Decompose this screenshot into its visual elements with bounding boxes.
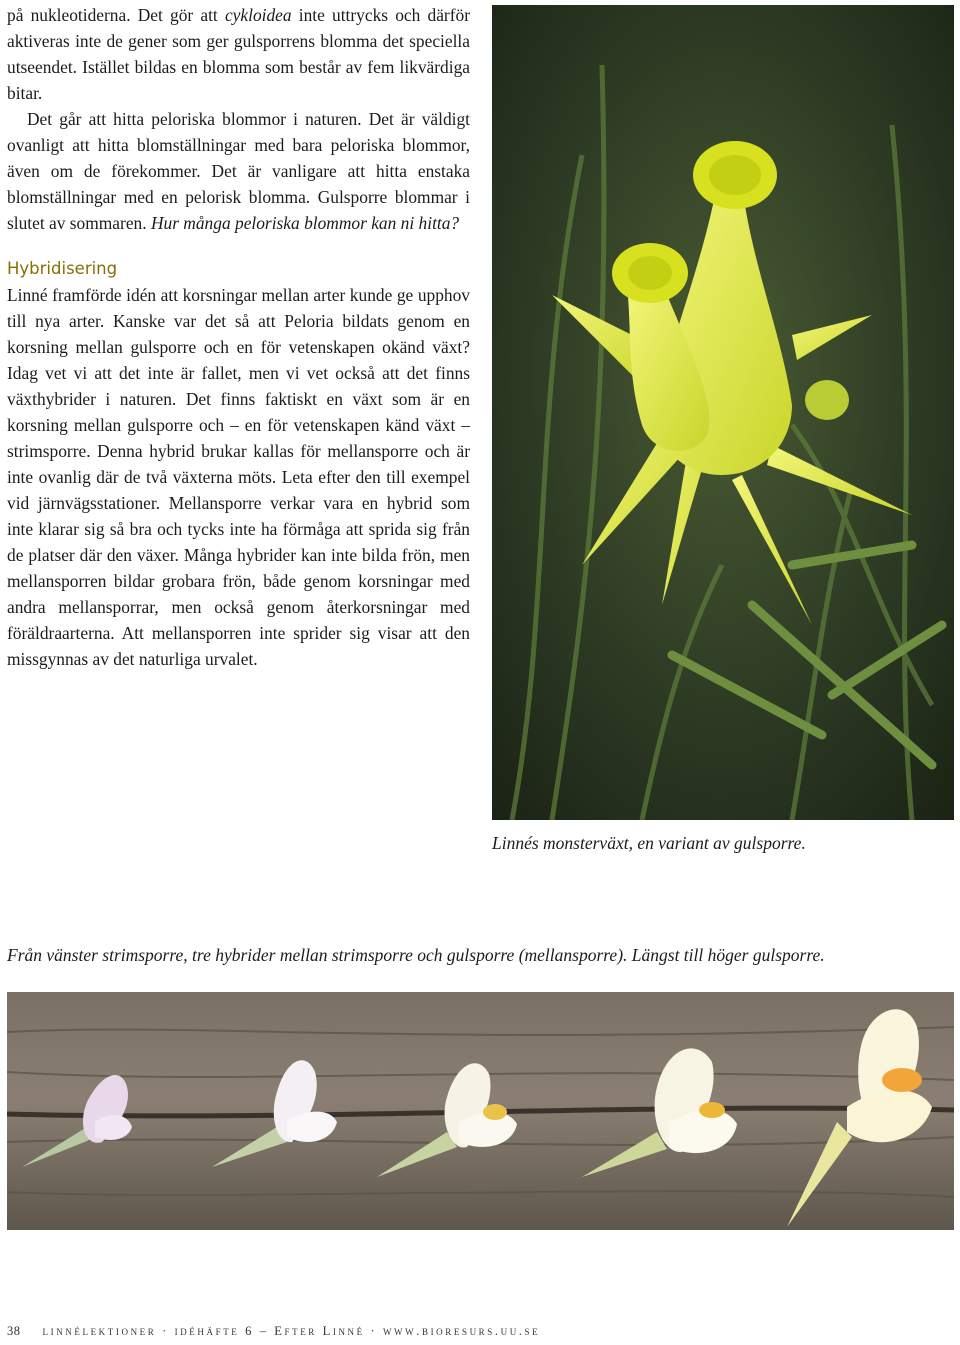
paragraph-1-text-a: på nukleotiderna. Det gör att [7,5,225,25]
running-title: linnélektioner · idéhäfte 6 – Efter Linné · www.bioresurs.uu.se [42,1324,541,1338]
strip-photo-caption: Från vänster strimsporre, tre hybrider mellan strimsporre och gulsporre (mellansporre). Längst till höger gulsporre. [7,945,825,965]
body-text-column [7,2,470,672]
peloria-flower-illustration [492,5,954,820]
peloria-flower-photo [492,5,954,820]
hybrid-flowers-photo [7,992,954,1230]
paragraph-2-question: Hur många peloriska blommor kan ni hitta? [150,213,460,233]
paragraph-3: Linné framförde idén att korsningar mellan arter kunde ge upphov till nya arter. Kanske var det så att Peloria bildats genom en korsning mellan gulsporre och en för vetenskapen okänd växt? Idag vet vi att det inte är fallet, men vi vet också att det finns växthybrider i naturen. Det finns faktiskt en växt som är en korsning mellan gulsporre och – en för vetenskapen känd växt – strimsporre. Denna hybrid brukar kallas för mellansporre och är inte ovanlig där de två växterna möts. Leta efter den till exempel vid järnvägsstationer. Mellansporre verkar vara en hybrid som inte klarar sig så bra och tycks inte ha förmåga att sprida sig från de platser där den växer. Många hybrider kan inte bilda frön, men mellansporren bildar grobara frön, både genom korsningar med andra mellansporrar, men också genom återkorsningar med föräldraarterna. Att mellansporren inte sprider sig visar att den missgynnas av det naturliga urvalet. [7,285,470,669]
paragraph-1-italic: cykloidea [224,5,292,25]
main-photo-caption: Linnés monsterväxt, en variant av gulsporre. [492,833,806,853]
paragraph-2 [7,106,470,236]
page-footer [7,1324,953,1339]
paragraph-1-text-b: inte uttrycks och därför aktiveras inte de gener som ger gulsporrens blomma det speciella utseendet. Istället bildas en blomma som består av fem likvärdiga bitar. [7,5,470,103]
page-number: 38 [7,1324,21,1338]
paragraph-2-text: Det går att hitta peloriska blommor i naturen. Det är väldigt ovanligt att hitta blomställningar med bara peloriska blommor, även om de förekommer. Det är vanligare att hitta enstaka blomställningar med en pelorisk blomma. Gulsporre blommar i slutet av sommaren. [7,109,470,233]
paragraph-1 [7,2,470,106]
hybrid-flowers-illustration [7,992,954,1230]
section-heading-hybridisering: Hybridisering [7,259,118,278]
